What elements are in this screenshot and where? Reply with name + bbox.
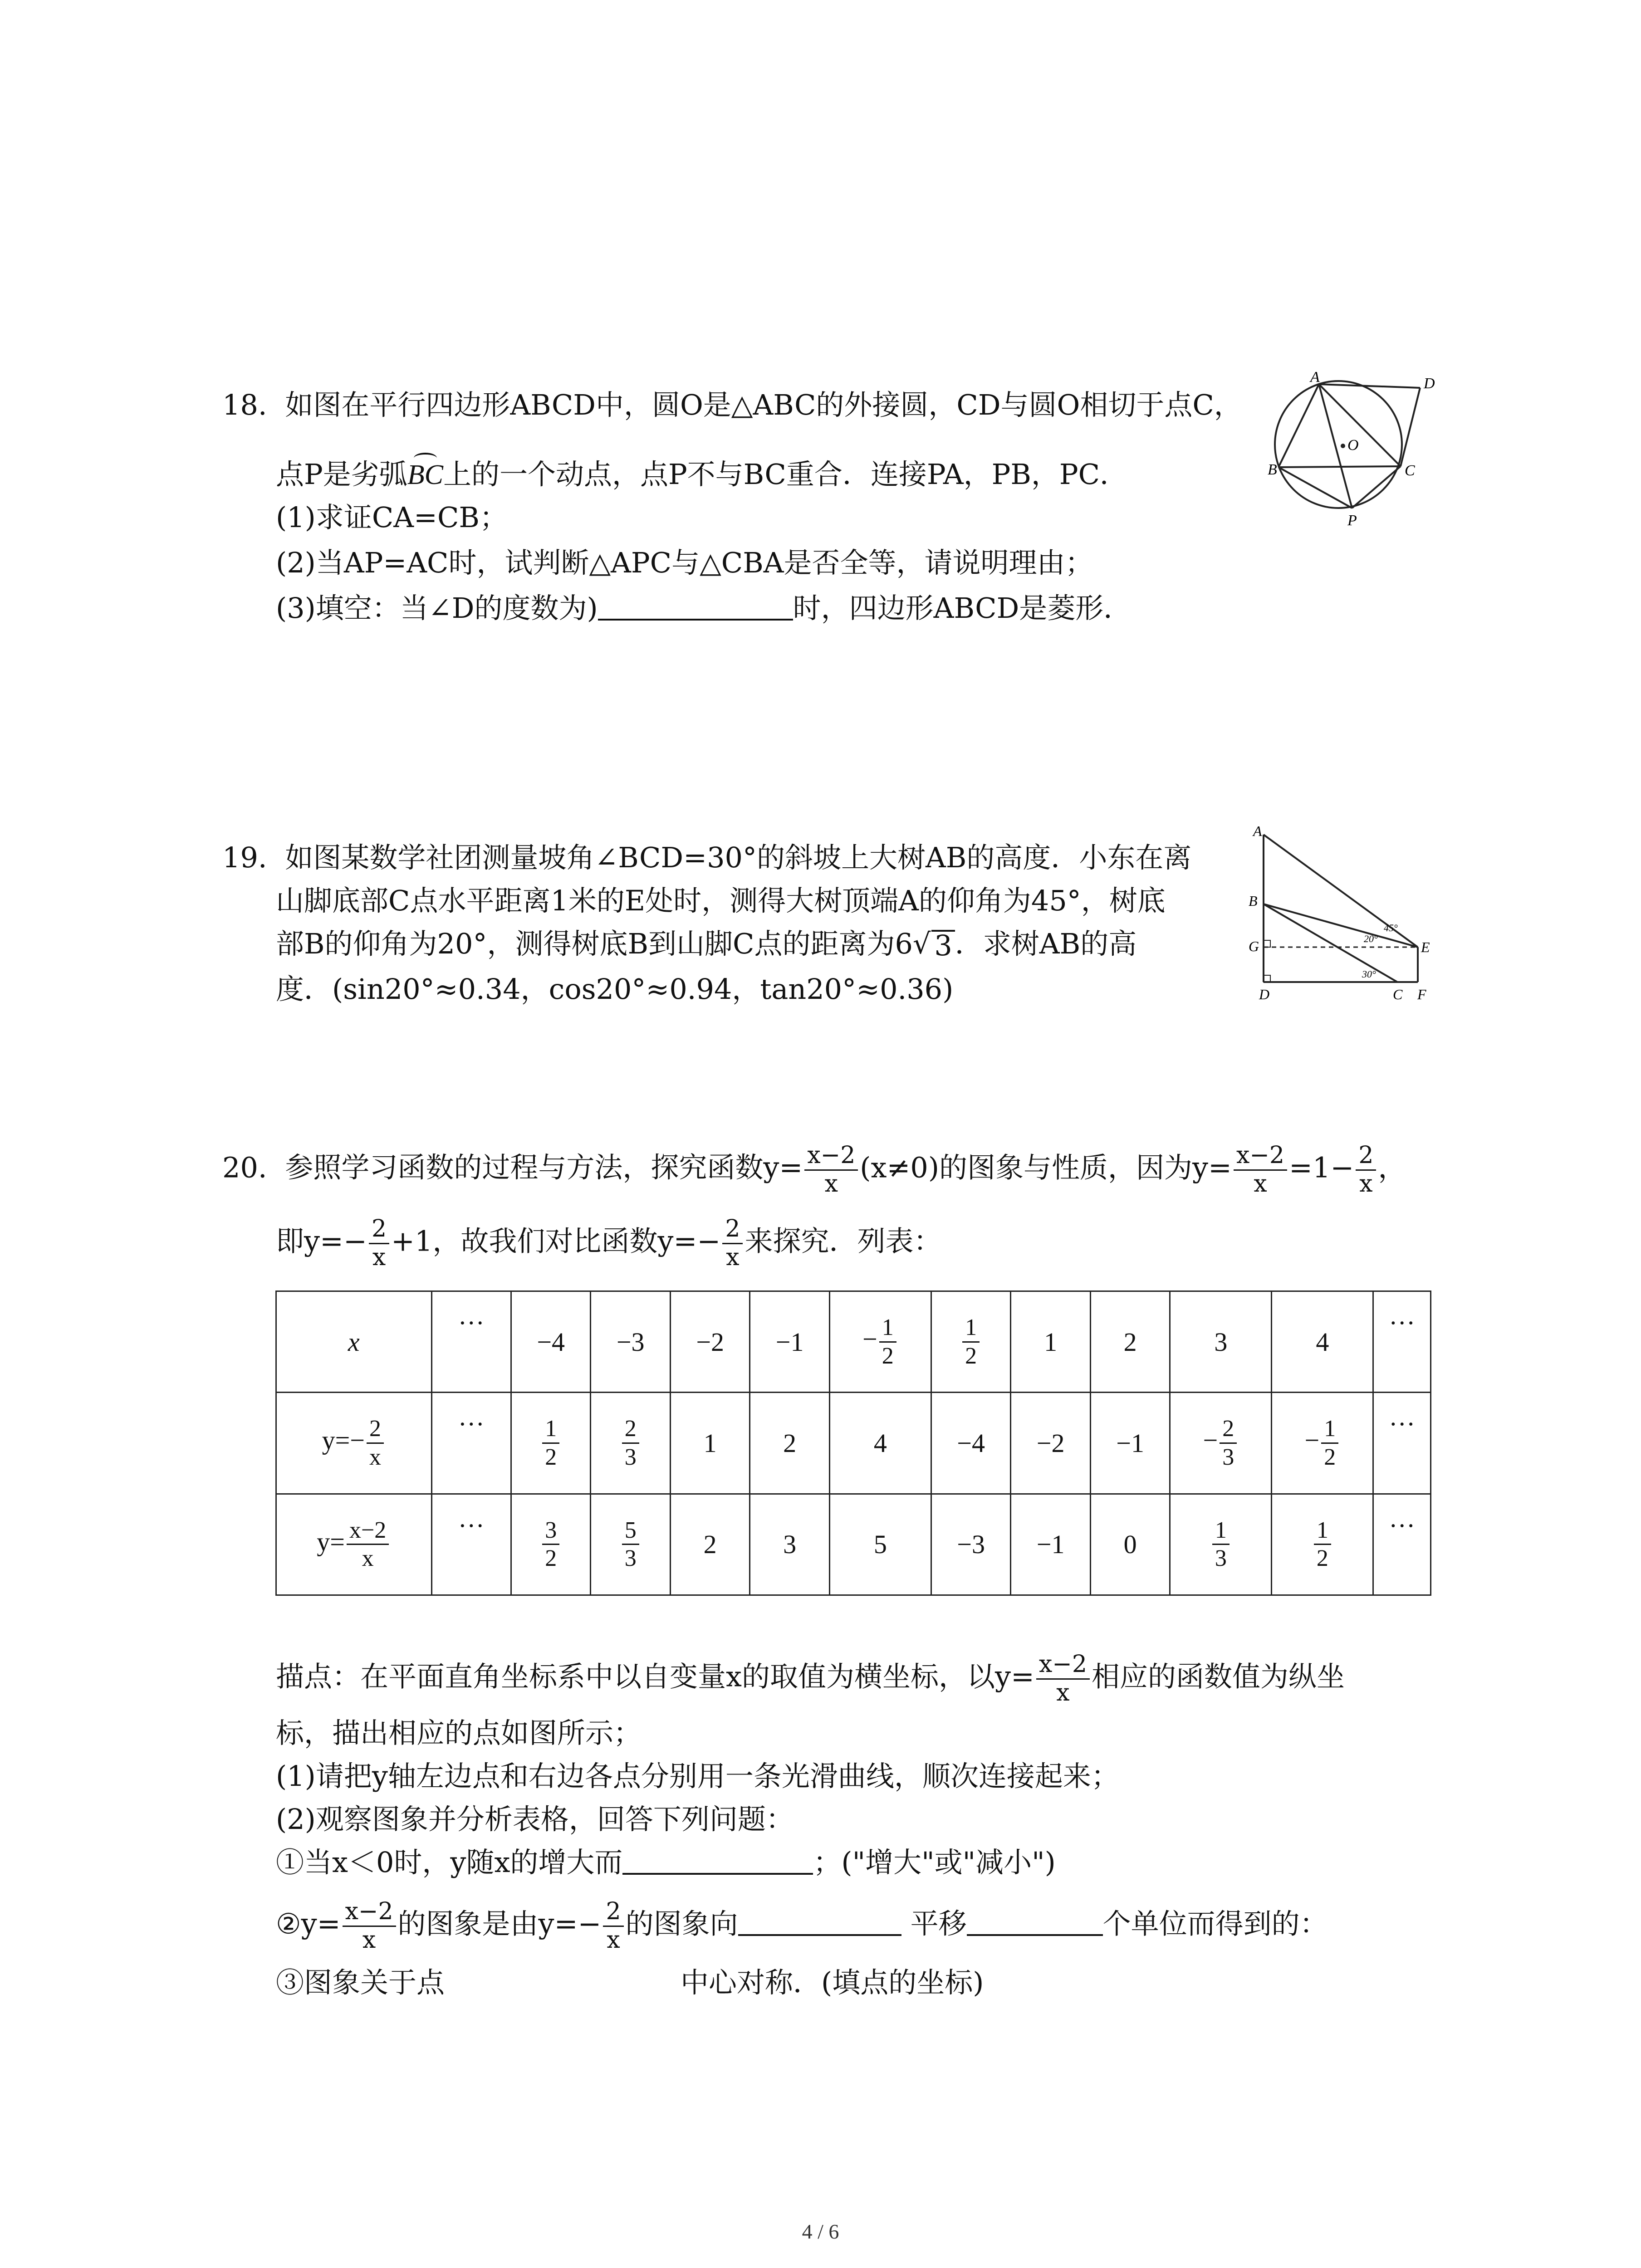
table-cell: −3 (591, 1291, 670, 1393)
fig19-angle-45: 45° (1384, 922, 1398, 934)
q20-p7: ③图象关于点 中心对称．(填点的坐标) (276, 1966, 984, 1999)
arc-bc: BC (407, 459, 443, 490)
table-cell: − $\frac{2}{3}$ (1170, 1393, 1272, 1494)
answer-blank-20-2b[interactable] (967, 1934, 1103, 1936)
q18-line1 (222, 388, 1242, 421)
table-cell: − $\frac{1}{2}$ (829, 1291, 931, 1393)
q20-p3: (1)请把y轴左边点和右边各点分别用一条光滑曲线，顺次连接起来； (276, 1760, 1119, 1793)
table-cell: $\frac{1}{2}$ (1272, 1494, 1373, 1595)
q18-text-1: 如图在平行四边形ABCD中，圆O是△ABC的外接圆，CD与圆O相切于点C， (285, 388, 1242, 421)
fig18-label-C: C (1405, 462, 1415, 479)
fig19-label-D: D (1259, 986, 1270, 1002)
q20-line1: 20. 参照学习函数的过程与方法，探究函数y= $\frac{x-2}{x}$ (x≠0)的图象与性质，因为y= $\frac{x-2}{x}$ =1− $\frac{2}{x}$ ， (222, 1142, 1406, 1198)
fig18-label-A: A (1310, 369, 1320, 386)
q20-p5: ①当x＜0时，y随x的增大而 ；("增大"或"减小") (276, 1846, 1056, 1879)
table-cell: y=− $\frac{2}{x}$ (276, 1393, 432, 1494)
q20-number: 20. (222, 1151, 267, 1184)
table-cell: 2 (750, 1393, 829, 1494)
q19-line4: 度．(sin20°≈0.34，cos20°≈0.94，tan20°≈0.36) (276, 973, 954, 1006)
q19-number: 19. (222, 841, 267, 874)
q18-part3: (3)填空：当∠D的度数为) 时，四边形ABCD是菱形． (276, 591, 1132, 625)
table-row (276, 1393, 1431, 1494)
table-cell: 4 (1272, 1291, 1373, 1393)
fig18-label-O: O (1347, 437, 1359, 454)
table-cell: 1 (670, 1393, 749, 1494)
q20-p4: (2)观察图象并分析表格，回答下列问题： (276, 1803, 794, 1836)
table-cell: 2 (1090, 1291, 1170, 1393)
table-cell: − $\frac{1}{2}$ (1272, 1393, 1373, 1494)
table-cell: … (431, 1393, 511, 1494)
table-cell: −4 (931, 1393, 1010, 1494)
table-cell: … (1373, 1494, 1431, 1595)
fig19-angle-20: 20° (1364, 933, 1378, 944)
fig19-label-A: A (1253, 823, 1262, 839)
fig18-label-P: P (1347, 512, 1357, 529)
table-cell: x (276, 1291, 432, 1393)
q20-p1: 描点：在平面直角坐标系中以自变量x的取值为横坐标，以y= $\frac{x-2}{x}$ 相应的函数值为纵坐 (276, 1651, 1345, 1706)
table-row (276, 1494, 1431, 1595)
table-cell: $\frac{2}{3}$ (591, 1393, 670, 1494)
q19-line3: 部B的仰角为20°，测得树底B到山脚C点的距离为6 √ 3 ．求树AB的高 (276, 927, 1137, 962)
table-cell: y= $\frac{x-2}{x}$ (276, 1494, 432, 1595)
q19-line2: 山脚底部C点水平距离1米的E处时，测得大树顶端A的仰角为45°，树底 (276, 884, 1166, 917)
table-cell: 4 (829, 1393, 931, 1494)
table-cell: −2 (670, 1291, 749, 1393)
table-cell: … (1373, 1393, 1431, 1494)
q18-number: 18. (222, 388, 267, 421)
fig19-label-B: B (1249, 893, 1258, 909)
table-cell: $\frac{3}{2}$ (511, 1494, 590, 1595)
q20-p2: 标，描出相应的点如图所示； (276, 1716, 642, 1750)
page-number: 4 / 6 (802, 2220, 839, 2243)
table-cell: … (1373, 1291, 1431, 1393)
table-cell: 3 (1170, 1291, 1272, 1393)
table-cell: −3 (931, 1494, 1010, 1595)
table-cell: −4 (511, 1291, 590, 1393)
table-cell: … (431, 1291, 511, 1393)
q20-line2: 即y=− $\frac{2}{x}$ +1，故我们对比函数y=− $\frac{2}{x}$ 来探究．列表： (276, 1215, 942, 1271)
q20-p6: ②y= $\frac{x-2}{x}$ 的图象是由y=− $\frac{2}{x}$ 的图象向 平移 个单位而得到的： (276, 1898, 1328, 1954)
q19-line1: 19. 如图某数学社团测量坡角∠BCD=30°的斜坡上大树AB的高度．小东在离 (222, 841, 1192, 874)
fig19-label-C: C (1393, 986, 1403, 1002)
fig19-label-G: G (1249, 938, 1259, 954)
frac-xm2-x: $\frac{x-2}{x}$ (804, 1142, 858, 1198)
table-cell: 0 (1090, 1494, 1170, 1595)
answer-blank-20-1[interactable] (622, 1873, 813, 1875)
q18-part1: (1)求证CA=CB； (276, 501, 508, 534)
table-cell: −1 (1090, 1393, 1170, 1494)
sqrt-3: √ 3 (913, 930, 955, 960)
table-cell: $\frac{1}{2}$ (931, 1291, 1010, 1393)
answer-blank-20-2a[interactable] (738, 1934, 901, 1936)
table-cell: $\frac{1}{2}$ (511, 1393, 590, 1494)
table-cell: −2 (1011, 1393, 1090, 1494)
fig19-label-E: E (1421, 939, 1430, 955)
table-cell: … (431, 1494, 511, 1595)
value-table (275, 1290, 1431, 1596)
fig18-label-B: B (1268, 461, 1277, 478)
answer-blank-18-3[interactable] (598, 619, 793, 621)
q18-part2: (2)当AP=AC时，试判断△APC与△CBA是否全等，请说明理由； (276, 546, 1093, 579)
table-row (276, 1291, 1431, 1393)
table-cell: 5 (829, 1494, 931, 1595)
table-cell: 3 (750, 1494, 829, 1595)
fig19-angle-30: 30° (1362, 968, 1376, 980)
table-cell: $\frac{1}{3}$ (1170, 1494, 1272, 1595)
table-cell: −1 (1011, 1494, 1090, 1595)
fig18-label-D: D (1424, 375, 1435, 392)
table-cell: 1 (1011, 1291, 1090, 1393)
table-cell: −1 (750, 1291, 829, 1393)
q19-figure (1243, 823, 1447, 1005)
q18-figure (1268, 369, 1443, 531)
table-cell: $\frac{5}{3}$ (591, 1494, 670, 1595)
table-cell: 2 (670, 1494, 749, 1595)
q18-line2: 点P是劣弧BC上的一个动点，点P不与BC重合．连接PA，PB，PC． (276, 458, 1128, 491)
fig19-label-F: F (1417, 986, 1426, 1002)
